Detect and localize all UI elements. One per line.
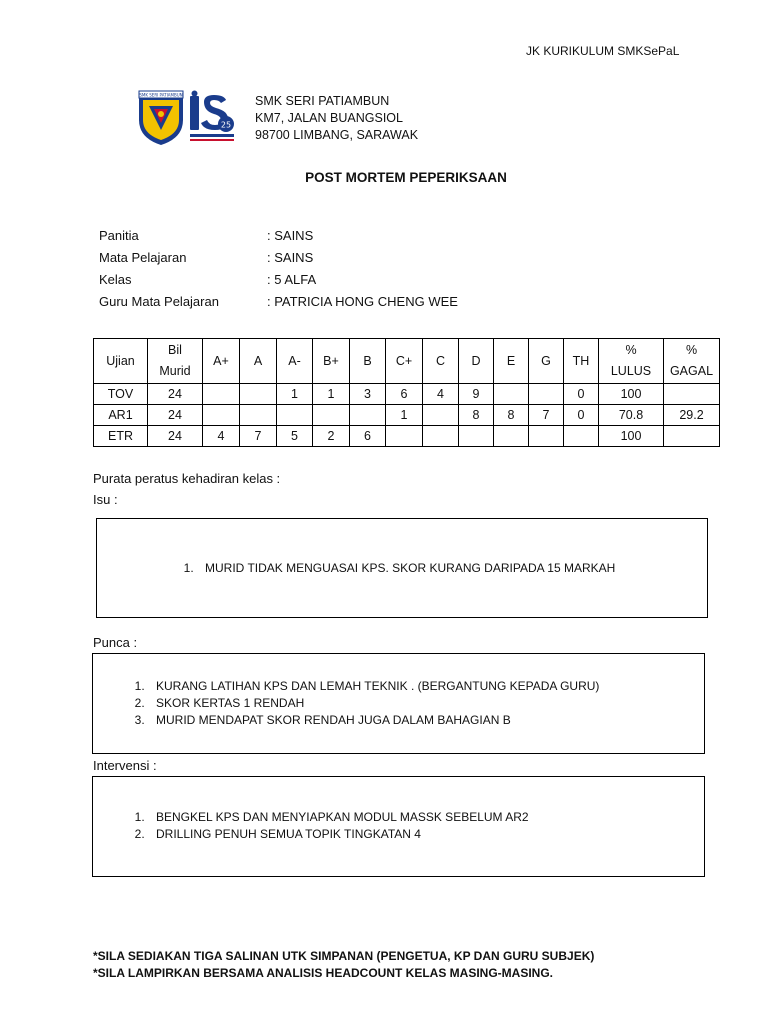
- info-label: Panitia: [99, 228, 139, 243]
- attendance-label: Purata peratus kehadiran kelas :: [93, 471, 281, 486]
- table-cell: AR1: [94, 405, 148, 426]
- list-item: 2. DRILLING PENUH SEMUA TOPIK TINGKATAN 4: [148, 826, 704, 843]
- table-cell: 2: [313, 426, 350, 447]
- info-label: Kelas: [99, 272, 132, 287]
- table-cell: [564, 426, 599, 447]
- table-cell: 24: [148, 405, 203, 426]
- results-table-header: [94, 339, 720, 384]
- table-cell: [203, 384, 240, 405]
- punca-list: [93, 678, 704, 729]
- table-cell: 7: [240, 426, 277, 447]
- table-cell: 1: [386, 405, 423, 426]
- is25-logo: [190, 91, 234, 142]
- table-cell: [529, 426, 564, 447]
- list-item: 3. MURID MENDAPAT SKOR RENDAH JUGA DALAM BAHAGIAN B: [148, 712, 704, 729]
- table-cell: 100: [599, 384, 664, 405]
- table-header-cell: % LULUS: [599, 339, 664, 384]
- isu-list: [97, 560, 707, 577]
- school-address-line1: KM7, JALAN BUANGSIOL: [255, 111, 403, 125]
- table-header-cell: % GAGAL: [664, 339, 720, 384]
- info-row-panitia: [99, 228, 458, 250]
- table-cell: 8: [459, 405, 494, 426]
- table-cell: 0: [564, 405, 599, 426]
- info-label: Mata Pelajaran: [99, 250, 187, 265]
- table-header-cell: Bil Murid: [148, 339, 203, 384]
- list-item: 1. MURID TIDAK MENGUASAI KPS. SKOR KURANG DARIPADA 15 MARKAH: [197, 560, 707, 577]
- table-header-cell: TH: [564, 339, 599, 384]
- school-address-line2: 98700 LIMBANG, SARAWAK: [255, 128, 419, 142]
- school-logos: [138, 90, 238, 149]
- table-cell: 70.8: [599, 405, 664, 426]
- table-cell: [459, 426, 494, 447]
- table-cell: [313, 405, 350, 426]
- table-cell: 3: [350, 384, 386, 405]
- table-cell: [423, 405, 459, 426]
- table-cell: 24: [148, 384, 203, 405]
- table-cell: 0: [564, 384, 599, 405]
- school-crest-logo: [138, 90, 238, 146]
- footer-note: *SILA LAMPIRKAN BERSAMA ANALISIS HEADCOUNT KELAS MASING-MASING.: [93, 966, 554, 980]
- info-row-guru: [99, 294, 458, 316]
- is25-number: 25: [220, 120, 232, 130]
- info-value: : SAINS: [267, 250, 314, 265]
- page-title: POST MORTEM PEPERIKSAAN: [305, 170, 507, 185]
- table-row: [94, 384, 720, 405]
- results-table-body: [94, 384, 720, 447]
- table-cell: [664, 384, 720, 405]
- table-cell: [386, 426, 423, 447]
- info-value: : SAINS: [267, 228, 314, 243]
- info-label: Guru Mata Pelajaran: [99, 294, 219, 309]
- table-header-cell: Ujian: [94, 339, 148, 384]
- table-header-cell: D: [459, 339, 494, 384]
- table-header-cell: E: [494, 339, 529, 384]
- footer-note: *SILA SEDIAKAN TIGA SALINAN UTK SIMPANAN (PENGETUA, KP DAN GURU SUBJEK): [93, 949, 595, 963]
- results-table: [93, 338, 720, 447]
- table-cell: 7: [529, 405, 564, 426]
- isu-label: Isu :: [93, 492, 118, 507]
- table-cell: TOV: [94, 384, 148, 405]
- table-header-cell: C+: [386, 339, 423, 384]
- table-header-cell: A: [240, 339, 277, 384]
- table-cell: 1: [313, 384, 350, 405]
- table-row: [94, 405, 720, 426]
- info-block: [99, 228, 458, 316]
- table-header-cell: B+: [313, 339, 350, 384]
- info-row-mata-pelajaran: [99, 250, 458, 272]
- punca-box: [92, 653, 705, 754]
- punca-label: Punca :: [93, 635, 138, 650]
- isu-box: [96, 518, 708, 618]
- list-item: 1. KURANG LATIHAN KPS DAN LEMAH TEKNIK . (BERGANTUNG KEPADA GURU): [148, 678, 704, 695]
- crest-text: SMK SERI PATIAMBUN: [139, 92, 183, 98]
- intervensi-box: [92, 776, 705, 877]
- table-header-cell: A-: [277, 339, 313, 384]
- list-item: 1. BENGKEL KPS DAN MENYIAPKAN MODUL MASSK SEBELUM AR2: [148, 809, 704, 826]
- table-cell: 29.2: [664, 405, 720, 426]
- intervensi-list: [93, 809, 704, 843]
- info-row-kelas: [99, 272, 458, 294]
- table-cell: 100: [599, 426, 664, 447]
- table-cell: 1: [277, 384, 313, 405]
- table-cell: 4: [203, 426, 240, 447]
- table-cell: 4: [423, 384, 459, 405]
- table-header-cell: B: [350, 339, 386, 384]
- table-cell: 24: [148, 426, 203, 447]
- info-value: : PATRICIA HONG CHENG WEE: [267, 294, 458, 309]
- table-cell: [494, 384, 529, 405]
- table-cell: [203, 405, 240, 426]
- table-header-cell: G: [529, 339, 564, 384]
- table-cell: [350, 405, 386, 426]
- table-header-cell: A+: [203, 339, 240, 384]
- table-cell: [423, 426, 459, 447]
- list-item: 2. SKOR KERTAS 1 RENDAH: [148, 695, 704, 712]
- table-cell: 6: [386, 384, 423, 405]
- intervensi-label: Intervensi :: [93, 758, 157, 773]
- table-header-cell: C: [423, 339, 459, 384]
- school-name: SMK SERI PATIAMBUN: [255, 94, 390, 108]
- school-address-block: [255, 93, 418, 144]
- table-cell: 6: [350, 426, 386, 447]
- table-cell: [240, 405, 277, 426]
- table-cell: ETR: [94, 426, 148, 447]
- info-value: : 5 ALFA: [267, 272, 317, 287]
- table-cell: [240, 384, 277, 405]
- table-cell: 9: [459, 384, 494, 405]
- table-cell: [529, 384, 564, 405]
- table-cell: [277, 405, 313, 426]
- department-header: JK KURIKULUM SMKSePaL: [526, 44, 680, 58]
- table-row: [94, 426, 720, 447]
- table-cell: [664, 426, 720, 447]
- table-cell: 8: [494, 405, 529, 426]
- table-cell: [494, 426, 529, 447]
- footer-notes: [93, 948, 594, 982]
- table-cell: 5: [277, 426, 313, 447]
